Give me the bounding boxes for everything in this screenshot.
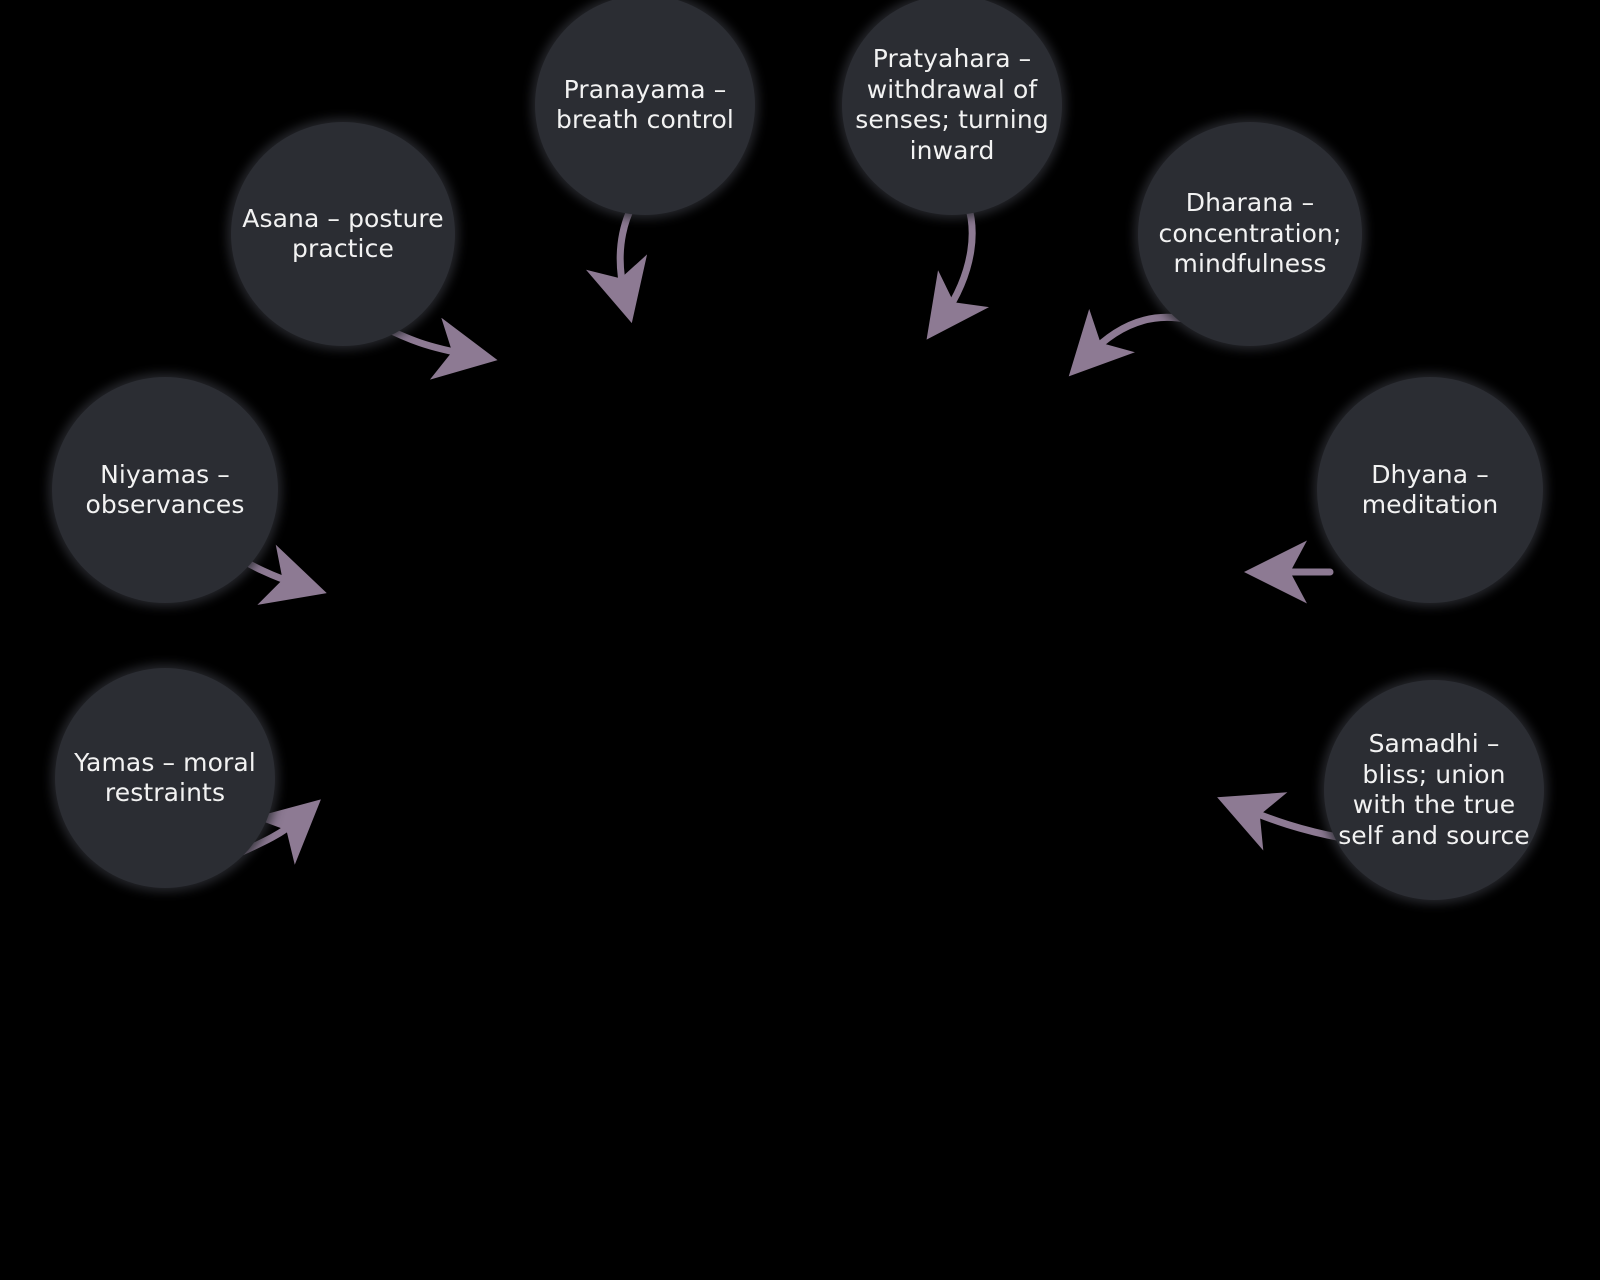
node-asana-label: Asana – posture practice [242,203,444,263]
node-pranayama[interactable] [535,0,755,215]
node-asana[interactable] [231,122,455,346]
node-pratyahara-label: Pratyahara – withdrawal of senses; turning inward [855,44,1049,165]
node-yamas-label: Yamas – moral restraints [74,747,256,807]
node-niyamas[interactable] [52,377,278,603]
node-samadhi-label: Samadhi – bliss; union with the true self and source [1338,729,1530,850]
node-dhyana[interactable] [1317,377,1543,603]
node-niyamas-label: Niyamas – observances [85,459,245,519]
node-dhyana-label: Dhyana – meditation [1361,459,1499,519]
node-dharana[interactable] [1138,122,1362,346]
node-pratyahara[interactable] [842,0,1062,215]
node-yamas[interactable] [55,668,275,888]
node-pranayama-label: Pranayama – breath control [556,74,734,134]
node-dharana-label: Dharana – concentration; mindfulness [1158,188,1342,279]
node-samadhi[interactable] [1324,680,1544,900]
